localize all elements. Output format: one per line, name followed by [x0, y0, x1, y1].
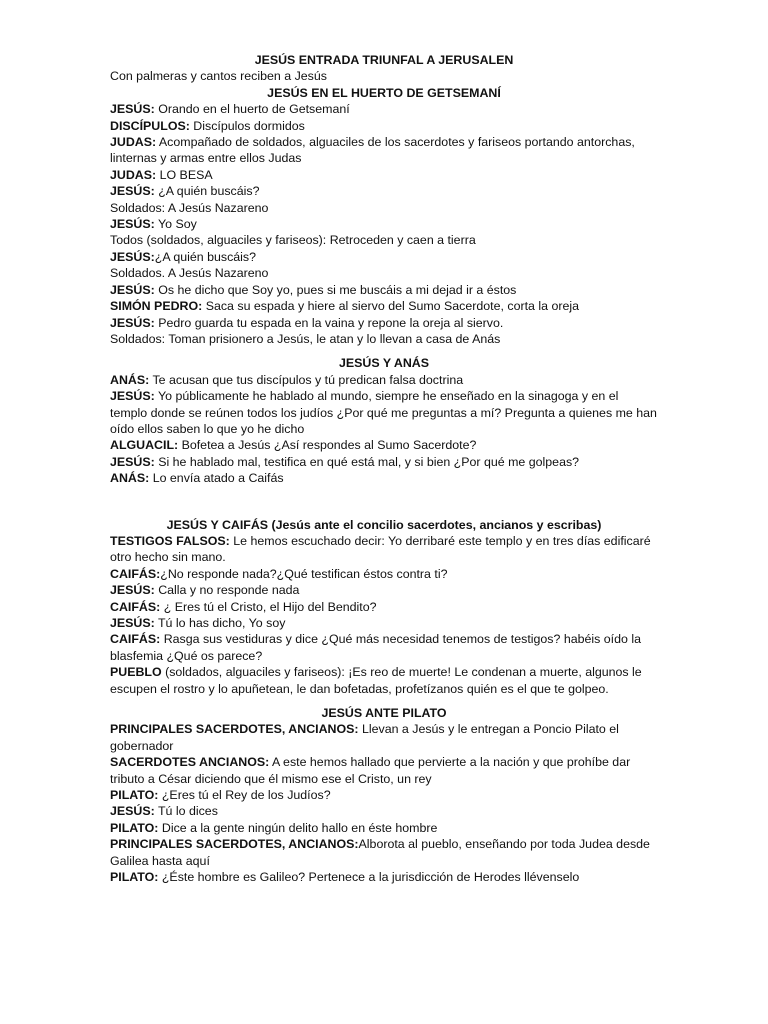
section-title-anas: JESÚS Y ANÁS	[339, 356, 429, 371]
dialogue-line	[110, 298, 658, 314]
line-text: Os he dicho que Soy yo, pues si me buscáis a mi dejad ir a éstos	[154, 282, 517, 297]
section-title-getsemani: JESÚS EN EL HUERTO DE GETSEMANÍ	[267, 85, 501, 100]
speaker-label: JUDAS:	[110, 167, 157, 182]
speaker-label: CAIFÁS:	[110, 599, 161, 614]
document-page	[110, 52, 658, 886]
dialogue-line	[110, 615, 658, 631]
speaker-label: SIMÓN PEDRO:	[110, 299, 203, 314]
dialogue-line	[110, 282, 658, 298]
dialogue-line	[110, 820, 658, 836]
line-text: Soldados. A Jesús Nazareno	[110, 266, 269, 281]
speaker-label: PILATO:	[110, 820, 159, 835]
dialogue-line	[110, 754, 658, 787]
line-text: Orando en el huerto de Getsemaní	[154, 102, 350, 117]
dialogue-line	[110, 315, 658, 331]
speaker-label: TESTIGOS FALSOS:	[110, 533, 230, 548]
dialogue-line	[110, 470, 658, 486]
dialogue-line	[110, 167, 658, 183]
dialogue-line	[110, 533, 658, 566]
section-title-entrada: JESÚS ENTRADA TRIUNFAL A JERUSALEN	[254, 53, 514, 67]
line-text: Con palmeras y cantos reciben a Jesús	[110, 69, 327, 84]
spacer	[110, 347, 658, 355]
line-text: Tú lo has dicho, Yo soy	[154, 616, 286, 630]
line-text: Le hemos escuchado decir: Yo derribaré este templo y en tres días edificaré otro hecho sin mano.	[110, 533, 651, 565]
line-text: Pedro guarda tu espada en la vaina y repone la oreja al siervo.	[154, 315, 504, 330]
line-text: Te acusan que tus discípulos y tú predican falsa doctrina	[149, 372, 464, 387]
dialogue-line	[110, 631, 658, 664]
speaker-label: JESÚS:	[110, 102, 155, 117]
speaker-label: JUDAS:	[110, 135, 157, 150]
speaker-label: PILATO:	[110, 870, 159, 885]
line-text: A este hemos hallado que pervierte a la nación y que prohíbe dar tributo a César diciendo que él mismo ese el Cristo, un rey	[110, 755, 631, 786]
stage-direction	[110, 265, 658, 281]
line-text: ¿A quién buscáis?	[154, 249, 257, 264]
speaker-label: PRINCIPALES SACERDOTES, ANCIANOS:	[110, 837, 359, 852]
line-text: Soldados: Toman prisionero a Jesús, le atan y lo llevan a casa de Anás	[110, 331, 501, 346]
line-text: Soldados: A Jesús Nazareno	[110, 200, 269, 215]
dialogue-line	[110, 721, 658, 754]
stage-direction	[110, 200, 658, 216]
line-text: Dice a la gente ningún delito hallo en éste hombre	[158, 820, 438, 835]
stage-direction	[110, 232, 658, 248]
line-text: Tú lo dices	[154, 804, 218, 819]
line-text: Acompañado de soldados, alguaciles de los sacerdotes y fariseos portando antorchas, linternas y armas entre ellos Judas	[110, 135, 635, 166]
speaker-label: PUEBLO	[110, 665, 162, 680]
spacer	[110, 487, 658, 517]
speaker-label: SACERDOTES ANCIANOS:	[110, 755, 270, 770]
line-text: ¿No responde nada?¿Qué testifican éstos contra ti?	[160, 566, 448, 581]
dialogue-line	[110, 787, 658, 803]
speaker-label: ANÁS:	[110, 471, 150, 486]
speaker-label: JESÚS:	[110, 616, 155, 630]
dialogue-line	[110, 437, 658, 453]
line-text: Rasga sus vestiduras y dice ¿Qué más necesidad tenemos de testigos? habéis oído la blasfemia ¿Qué os parece?	[110, 632, 641, 663]
stage-direction	[110, 331, 658, 347]
speaker-label: CAIFÁS:	[110, 632, 161, 647]
dialogue-line	[110, 118, 658, 134]
stage-direction	[110, 68, 658, 84]
speaker-label: PILATO:	[110, 788, 159, 803]
spacer	[110, 697, 658, 705]
section-title-pilato: JESÚS ANTE PILATO	[321, 706, 447, 721]
speaker-label: DISCÍPULOS:	[110, 118, 190, 133]
speaker-label: JESÚS:	[110, 454, 155, 469]
speaker-label: JESÚS:	[110, 282, 155, 297]
dialogue-line	[110, 372, 658, 388]
speaker-label: JESÚS:	[110, 583, 155, 598]
dialogue-line	[110, 388, 658, 437]
dialogue-line	[110, 566, 658, 582]
line-text: ¿Eres tú el Rey de los Judíos?	[158, 788, 331, 803]
speaker-label: JESÚS:	[110, 217, 155, 232]
speaker-label: JESÚS:	[110, 315, 155, 330]
line-text: Bofetea a Jesús ¿Así respondes al Sumo Sacerdote?	[178, 438, 477, 453]
speaker-label: JESÚS:	[110, 804, 155, 819]
line-text: ¿ Eres tú el Cristo, el Hijo del Bendito?	[160, 599, 377, 614]
line-text: Todos (soldados, alguaciles y fariseos): Retroceden y caen a tierra	[110, 233, 476, 248]
line-text: Discípulos dormidos	[189, 118, 305, 133]
dialogue-line	[110, 134, 658, 167]
dialogue-line	[110, 183, 658, 199]
line-text: Calla y no responde nada	[154, 583, 300, 598]
line-text: LO BESA	[156, 167, 213, 182]
dialogue-line	[110, 664, 658, 697]
line-text: Lo envía atado a Caifás	[149, 471, 284, 486]
dialogue-line	[110, 454, 658, 470]
line-text: ¿Éste hombre es Galileo? Pertenece a la jurisdicción de Herodes llévenselo	[158, 870, 580, 885]
line-text: Yo Soy	[154, 217, 197, 232]
dialogue-line	[110, 249, 658, 265]
line-text: Si he hablado mal, testifica en qué está mal, y si bien ¿Por qué me golpeas?	[154, 454, 580, 469]
speaker-label: JESÚS:	[110, 249, 155, 264]
line-text: Alborota al pueblo, enseñando por toda Judea desde Galilea hasta aquí	[110, 837, 650, 868]
dialogue-line	[110, 869, 658, 885]
line-text: Yo públicamente he hablado al mundo, siempre he enseñado en la sinagoga y en el templo donde se reúnen todos los judíos ¿Por qué me preguntas a mí? Pregunta a quienes me han oído ellos saben lo que yo he dicho	[110, 389, 657, 436]
dialogue-line	[110, 599, 658, 615]
dialogue-line	[110, 836, 658, 869]
dialogue-line	[110, 101, 658, 117]
line-text: ¿A quién buscáis?	[154, 184, 260, 199]
dialogue-line	[110, 803, 658, 819]
dialogue-line	[110, 216, 658, 232]
speaker-label: ANÁS:	[110, 372, 150, 387]
line-text: Saca su espada y hiere al siervo del Sumo Sacerdote, corta la oreja	[202, 299, 579, 314]
speaker-label: ALGUACIL:	[110, 438, 179, 453]
speaker-label: JESÚS:	[110, 184, 155, 199]
speaker-label: JESÚS:	[110, 389, 155, 404]
dialogue-line	[110, 582, 658, 598]
speaker-label: CAIFÁS:	[110, 566, 161, 581]
speaker-label: PRINCIPALES SACERDOTES, ANCIANOS:	[110, 722, 359, 737]
line-text: (soldados, alguaciles y fariseos): ¡Es reo de muerte! Le condenan a muerte, algunos le escupen el rostro y lo apuñetean, le dan bofetadas, profetízanos quién es el que te golpeo.	[110, 665, 642, 696]
line-text: Llevan a Jesús y le entregan a Poncio Pilato el gobernador	[110, 722, 619, 753]
section-title-caifas: JESÚS Y CAIFÁS (Jesús ante el concilio sacerdotes, ancianos y escribas)	[166, 517, 602, 532]
